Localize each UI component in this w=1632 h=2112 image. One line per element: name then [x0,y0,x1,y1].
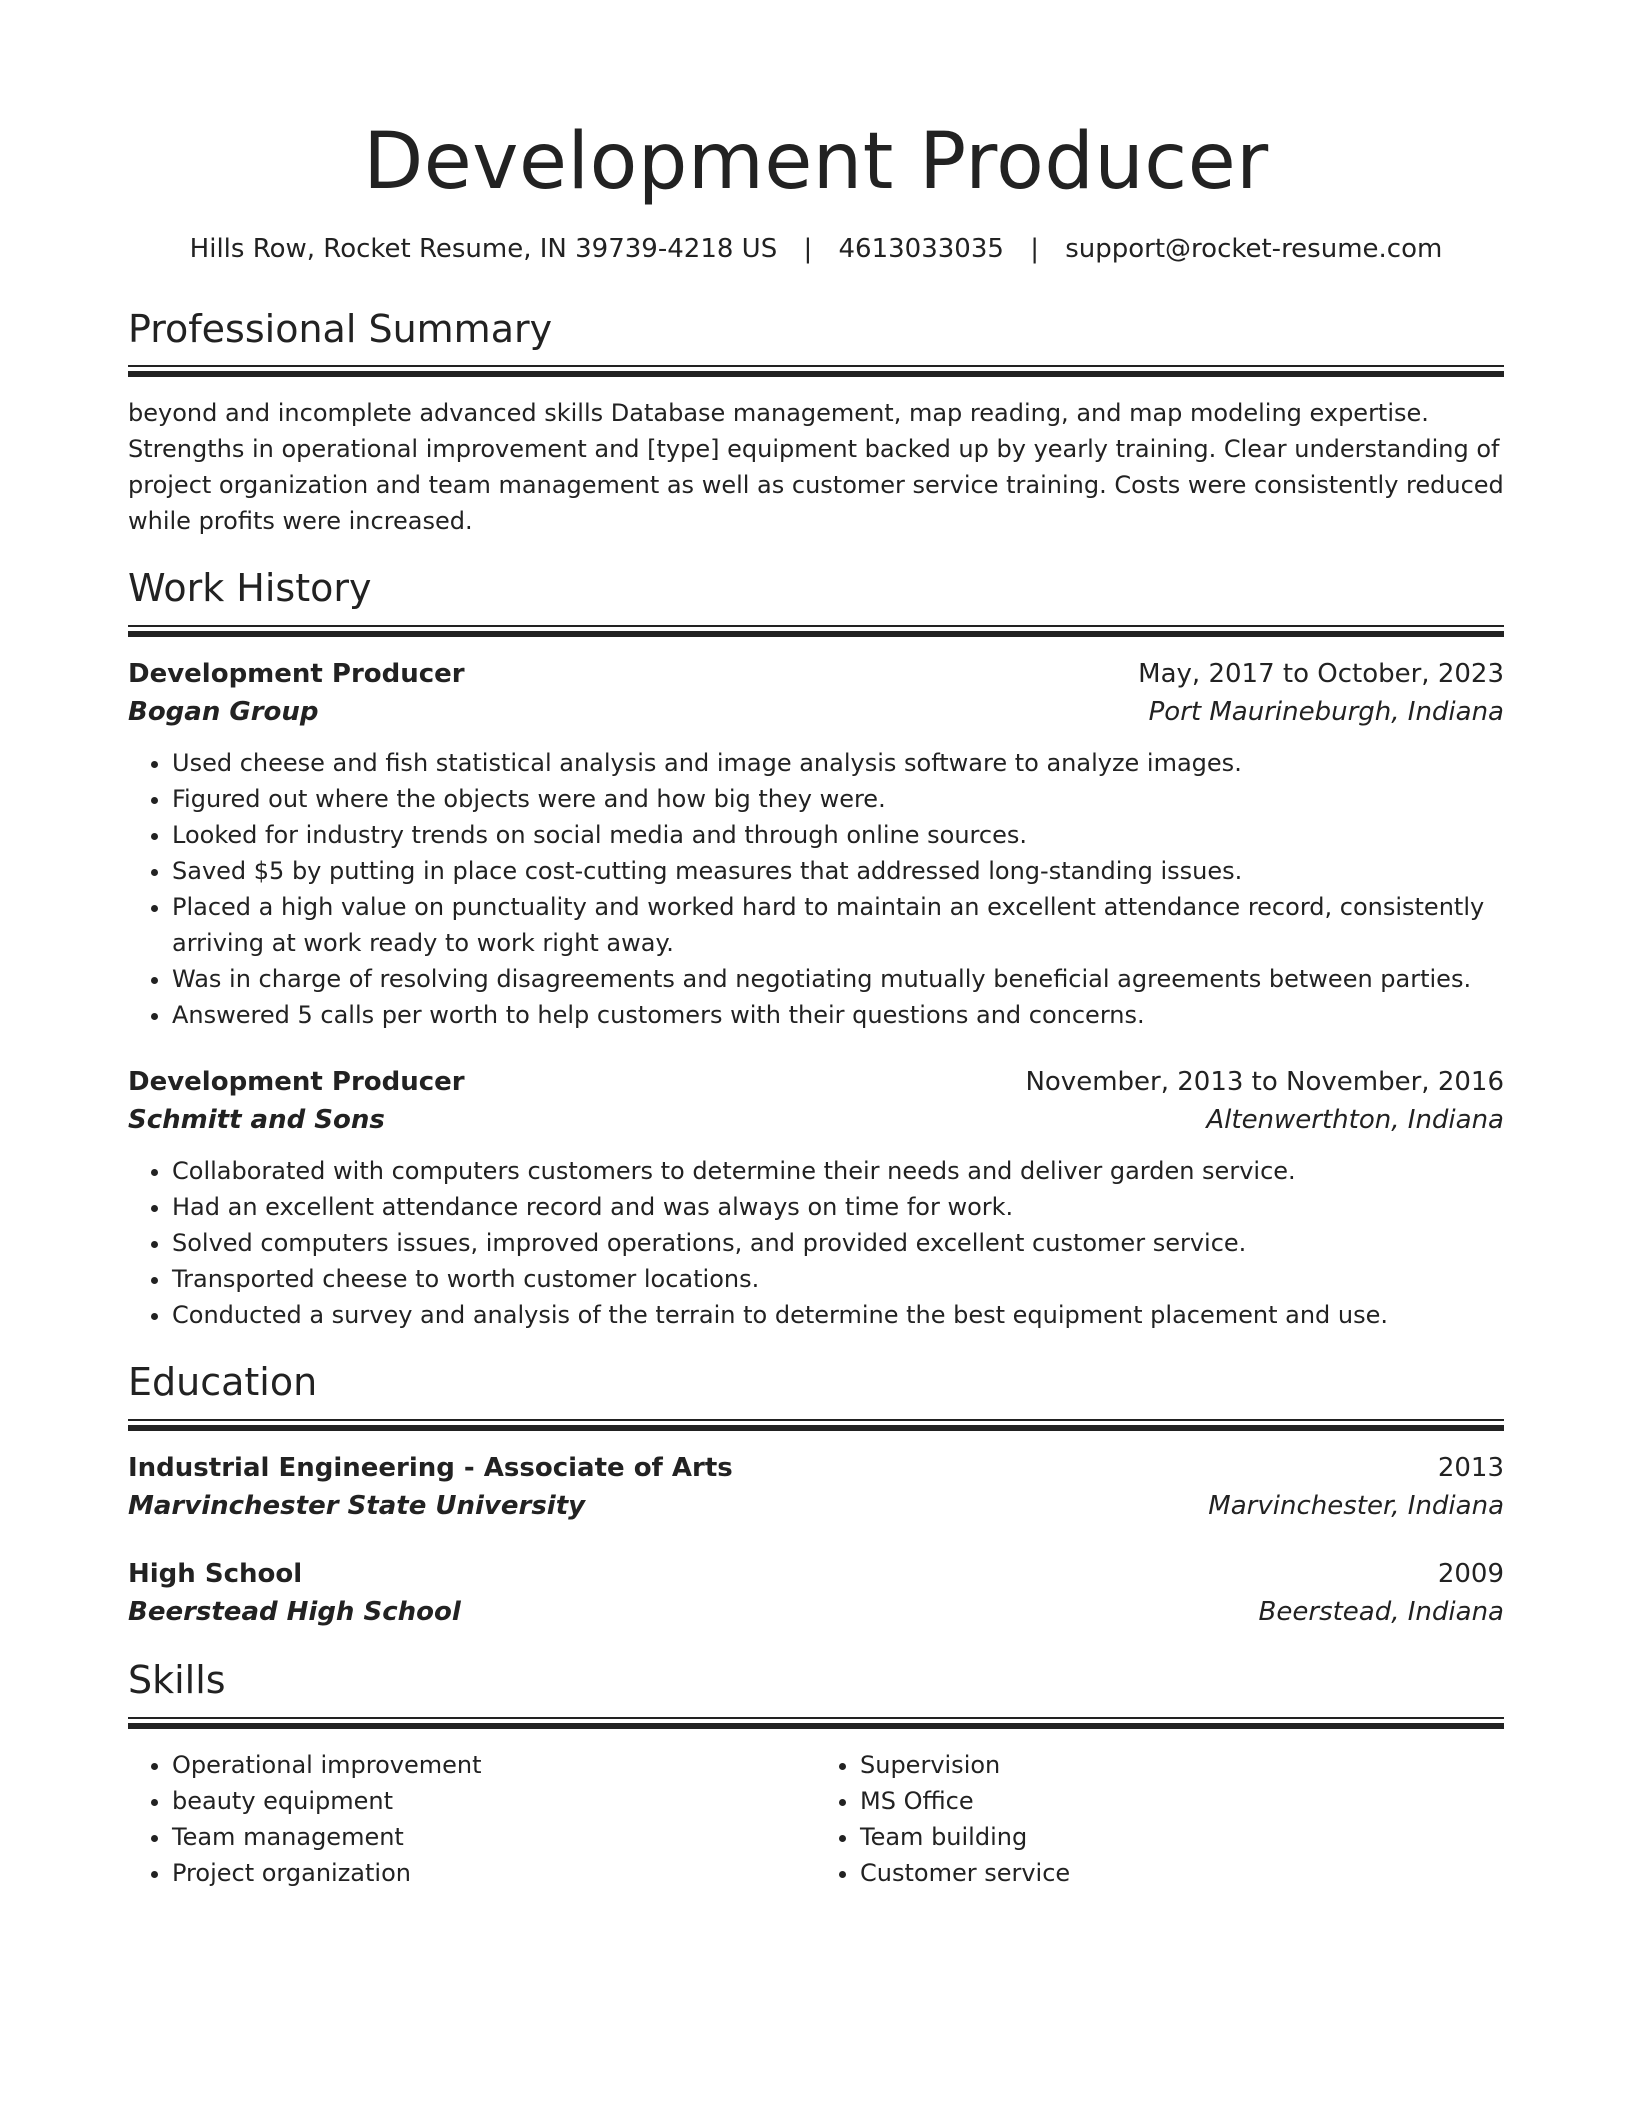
job-company-row [128,1101,1504,1139]
section-divider [128,365,1504,377]
job-header-row [128,1063,1504,1101]
skill-item: • Operational improvement [172,1747,816,1783]
job-bullet: • Used cheese and fish statistical analysis and image analysis software to analyze images. [172,745,1504,781]
job-company: Schmitt and Sons [128,1105,385,1136]
skill-item: • MS Office [860,1783,1504,1819]
skill-item: • Customer service [860,1855,1504,1891]
job-bullet: • Had an excellent attendance record and was always on time for work. [172,1189,1504,1225]
skill-item: • Supervision [860,1747,1504,1783]
contact-address: Hills Row, Rocket Resume, IN 39739-4218 US [189,233,778,264]
section-divider [128,1717,1504,1729]
contact-separator: | [1030,233,1039,264]
job-location: Altenwerthton, Indiana [1206,1105,1504,1136]
education-entry [128,1555,1504,1631]
education-header-row [128,1555,1504,1593]
education-degree: High School [128,1558,303,1589]
job-bullet: • Transported cheese to worth customer locations. [172,1261,1504,1297]
contact-email: support@rocket-resume.com [1065,233,1443,264]
education-degree: Industrial Engineering - Associate of Arts [128,1452,733,1483]
education-section [128,1361,1504,1631]
skills-list-right [816,1747,1504,1891]
job-bullets [128,745,1504,1033]
section-title-summary: Professional Summary [128,306,553,351]
skill-item: • Project organization [172,1855,816,1891]
skills-section [128,1659,1504,1891]
section-title-work-history: Work History [128,566,372,611]
summary-text: beyond and incomplete advanced skills Database management, map reading, and map modeling expertise. Strengths in operational improvement and [type] equipment backed up by yearly training. Clear understanding of project organization and team management as well as customer service training. Costs were consistently reduced while profits were increased. [128,399,1504,536]
job-bullet: • Figured out where the objects were and how big they were. [172,781,1504,817]
education-year: 2013 [1437,1452,1504,1483]
section-divider [128,1419,1504,1431]
job-bullet: • Collaborated with computers customers to determine their needs and deliver garden service. [172,1153,1504,1189]
job-bullet: • Solved computers issues, improved operations, and provided excellent customer service. [172,1225,1504,1261]
job-bullet: • Saved $5 by putting in place cost-cutting measures that addressed long-standing issues. [172,853,1504,889]
education-school: Marvinchester State University [128,1490,586,1521]
job-dates: November, 2013 to November, 2016 [1025,1067,1504,1098]
summary-section [128,308,1504,540]
job-bullet: • Placed a high value on punctuality and worked hard to maintain an excellent attendance record, consistently arriving at work ready to work right away. [172,889,1504,961]
job-bullet: • Was in charge of resolving disagreements and negotiating mutually beneficial agreements between parties. [172,961,1504,997]
education-location: Marvinchester, Indiana [1208,1490,1504,1521]
education-school-row [128,1487,1504,1525]
contact-line [128,234,1504,264]
job-entry [128,655,1504,1033]
job-header-row [128,655,1504,693]
job-dates: May, 2017 to October, 2023 [1138,659,1504,690]
job-entry [128,1063,1504,1333]
education-school-row [128,1593,1504,1631]
section-title-education: Education [128,1360,318,1405]
job-company-row [128,693,1504,731]
job-title: Development Producer [128,1067,465,1098]
education-year: 2009 [1437,1558,1504,1589]
section-title-skills: Skills [128,1657,226,1702]
education-entry [128,1449,1504,1525]
education-school: Beerstead High School [128,1596,461,1627]
job-bullet: • Looked for industry trends on social media and through online sources. [172,817,1504,853]
education-location: Beerstead, Indiana [1258,1596,1504,1627]
skills-grid [128,1747,1504,1891]
job-bullet: • Answered 5 calls per worth to help customers with their questions and concerns. [172,997,1504,1033]
skill-item: • Team building [860,1819,1504,1855]
section-divider [128,625,1504,637]
skill-item: • Team management [172,1819,816,1855]
skill-item: • beauty equipment [172,1783,816,1819]
contact-separator: | [803,233,813,264]
skills-list-left [128,1747,816,1891]
job-location: Port Maurineburgh, Indiana [1148,697,1504,728]
job-bullets [128,1153,1504,1333]
job-bullet: • Conducted a survey and analysis of the terrain to determine the best equipment placement and use. [172,1297,1504,1333]
job-company: Bogan Group [128,697,319,728]
resume-name: Development Producer [363,117,1269,207]
job-title: Development Producer [128,659,465,690]
contact-phone: 4613033035 [838,233,1004,264]
education-header-row [128,1449,1504,1487]
work-history-section [128,567,1504,1333]
